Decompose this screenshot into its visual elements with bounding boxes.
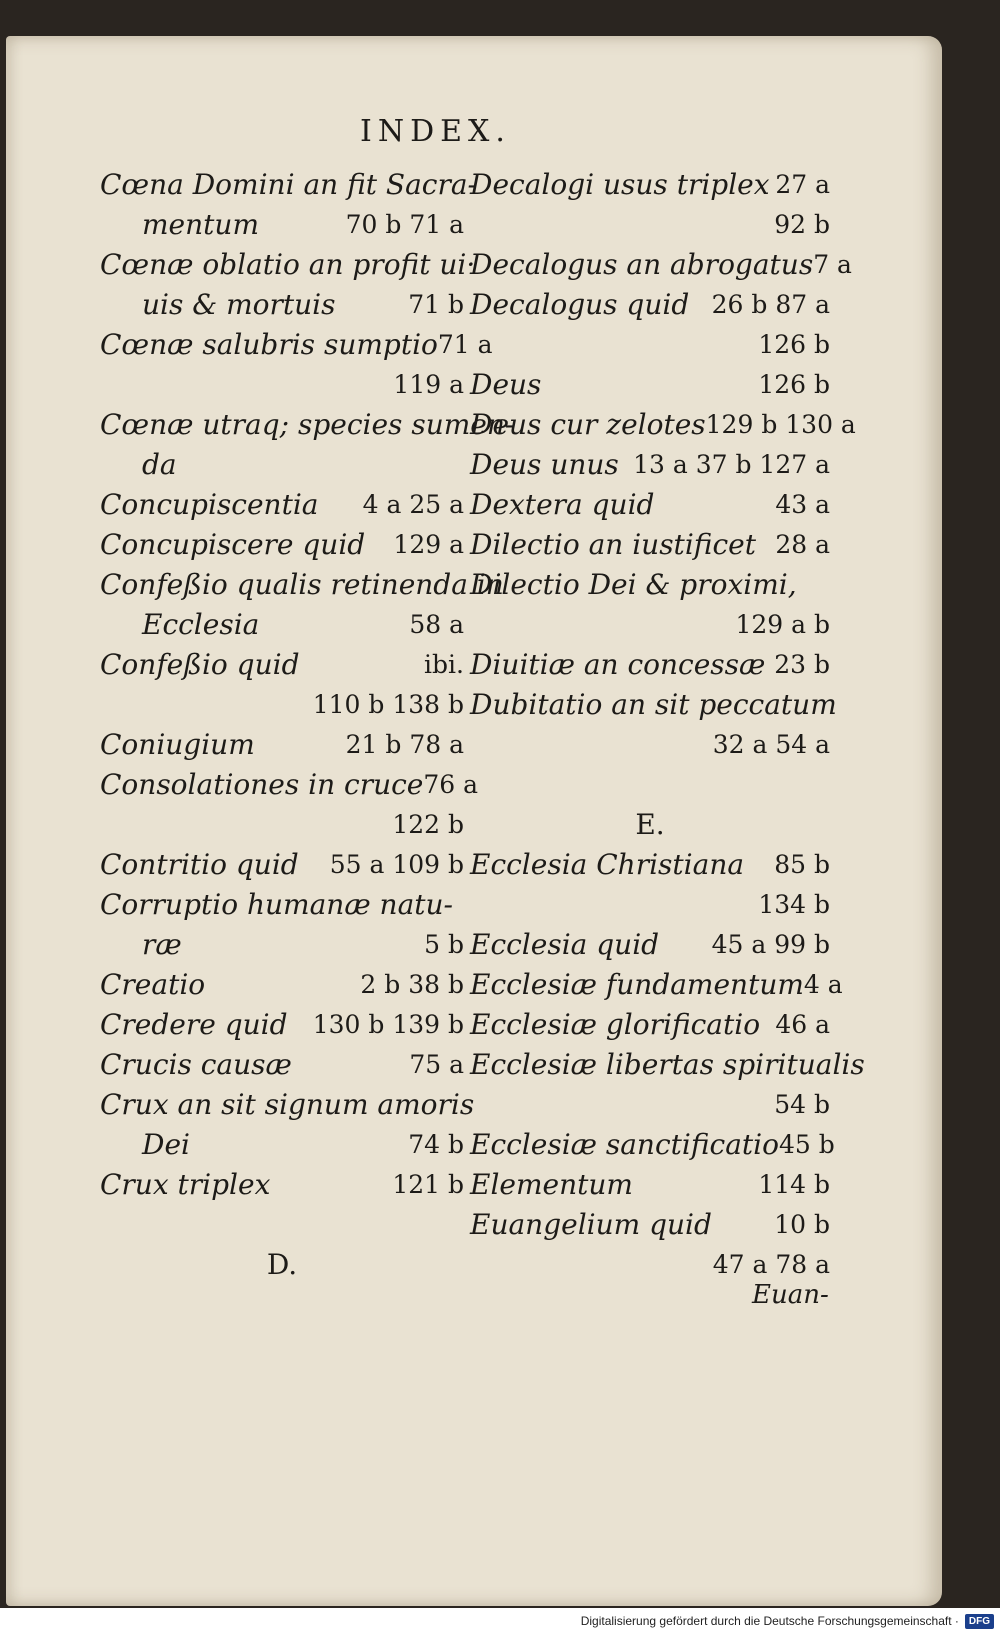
entry-term: Ecclesia quid <box>470 928 660 961</box>
entry-pages: 129 b 130 a <box>705 410 856 439</box>
index-entry <box>100 245 476 285</box>
index-entry <box>100 1205 464 1245</box>
entry-pages: 55 a 109 b <box>329 850 464 879</box>
index-entry <box>100 1245 464 1285</box>
entry-pages: 75 a <box>409 1050 464 1079</box>
entry-term: Contritio quid <box>100 848 299 881</box>
entry-pages: 4 a <box>803 970 843 999</box>
entry-term: Creatio <box>100 968 206 1001</box>
index-entry <box>100 685 464 725</box>
entry-term: Confeßio quid <box>100 648 300 681</box>
entry-pages: 130 b 139 b <box>312 1010 464 1039</box>
index-entry <box>470 245 852 285</box>
entry-term: uis & mortuis <box>142 288 336 321</box>
entry-pages: 47 a 78 a <box>712 1250 830 1279</box>
index-entry <box>470 1085 830 1125</box>
index-entry <box>100 1005 464 1045</box>
footer-text: Digitalisierung gefördert durch die Deutsche Forschungsgemeinschaft · <box>580 1614 959 1628</box>
index-entry <box>100 565 504 605</box>
entry-pages: 92 b <box>774 210 830 239</box>
entry-term: Decalogus an abrogatus <box>470 248 814 281</box>
catchword: Euan- <box>752 1280 829 1310</box>
entry-term: Concupiscentia <box>100 488 319 521</box>
entry-term: Ecclesiæ libertas spiritualis <box>470 1048 865 1081</box>
index-entry <box>100 645 464 685</box>
entry-term: Deus unus <box>470 448 619 481</box>
entry-pages: 114 b <box>758 1170 830 1199</box>
entry-term: mentum <box>142 208 259 241</box>
entry-term: Cœnæ utraq; species sumen- <box>100 408 515 441</box>
entry-pages: 7 a <box>813 250 852 279</box>
index-entry <box>100 285 464 325</box>
entry-pages: 134 b <box>758 890 830 919</box>
index-entry <box>100 485 464 525</box>
entry-term: Ecclesiæ glorificatio <box>470 1008 761 1041</box>
entry-pages: 2 b 38 b <box>360 970 464 999</box>
index-entry <box>100 525 464 565</box>
entry-term: da <box>142 448 177 481</box>
entry-pages: 126 b <box>758 370 830 399</box>
index-entry <box>470 1205 830 1245</box>
entry-pages: 32 a 54 a <box>712 730 830 759</box>
entry-pages: 119 a <box>393 370 464 399</box>
entry-term: Corruptio humanæ natu- <box>100 888 454 921</box>
entry-term: Ecclesia Christiana <box>470 848 745 881</box>
index-entry <box>470 885 830 925</box>
index-entry <box>100 365 464 405</box>
index-entry <box>470 445 830 485</box>
entry-term: Dilectio Dei & proximi, <box>470 568 797 601</box>
entry-pages: 45 a 99 b <box>711 930 830 959</box>
entry-term: Decalogi usus triplex <box>470 168 770 201</box>
entry-term: Decalogus quid <box>470 288 690 321</box>
entry-term: Crux an sit signum amoris <box>100 1088 475 1121</box>
entry-term: Deus <box>470 368 542 401</box>
entry-pages: ibi. <box>424 650 464 679</box>
entry-pages: 110 b 138 b <box>312 690 464 719</box>
index-entry <box>470 1125 835 1165</box>
index-entry <box>100 605 464 645</box>
index-entry <box>470 405 856 445</box>
index-entry <box>100 165 477 205</box>
entry-pages: 85 b <box>774 850 830 879</box>
footer-bar <box>0 1608 1000 1634</box>
entry-term: Dextera quid <box>470 488 655 521</box>
entry-term: Crux triplex <box>100 1168 271 1201</box>
entry-term: Deus cur zelotes <box>470 408 706 441</box>
section-letter: D. <box>266 1248 298 1281</box>
entry-pages: 21 b 78 a <box>345 730 464 759</box>
entry-pages: 122 b <box>392 810 464 839</box>
index-entry <box>470 805 830 845</box>
index-entry <box>100 1125 464 1165</box>
index-entry <box>470 725 830 765</box>
dfg-logo: DFG <box>965 1614 994 1629</box>
entry-pages: 129 a b <box>735 610 830 639</box>
entry-pages: 27 a <box>775 170 830 199</box>
entry-pages: 13 a 37 b 127 a <box>633 450 830 479</box>
index-entry <box>470 845 830 885</box>
index-entry <box>470 525 830 565</box>
entry-pages: 23 b <box>774 650 830 679</box>
index-entry <box>470 965 843 1005</box>
index-entry <box>470 645 830 685</box>
entry-pages: 74 b <box>408 1130 464 1159</box>
entry-pages: 26 b 87 a <box>711 290 830 319</box>
index-entry <box>470 325 830 365</box>
index-entry <box>100 1085 475 1125</box>
entry-term: Dei <box>142 1128 190 1161</box>
index-entry <box>470 1165 830 1205</box>
page-header: INDEX. <box>360 114 511 149</box>
index-entry <box>100 965 464 1005</box>
entry-pages: 126 b <box>758 330 830 359</box>
entry-pages: 129 a <box>393 530 464 559</box>
index-entry <box>470 1045 865 1085</box>
index-entry <box>100 725 464 765</box>
index-entry <box>470 1245 830 1285</box>
entry-pages: 70 b 71 a <box>345 210 464 239</box>
entry-term: Elementum <box>470 1168 633 1201</box>
entry-term: Crucis causæ <box>100 1048 292 1081</box>
index-entry <box>100 205 464 245</box>
index-entry <box>470 1005 830 1045</box>
entry-pages: 76 a <box>423 770 479 799</box>
right-column <box>470 165 865 1285</box>
entry-term: Consolationes in cruce <box>100 768 424 801</box>
index-entry <box>100 805 464 845</box>
index-entry <box>100 405 515 445</box>
index-entry <box>470 605 830 645</box>
index-entry <box>100 925 464 965</box>
index-entry <box>100 325 493 365</box>
index-entry <box>100 1165 464 1205</box>
index-entry <box>470 205 830 245</box>
entry-pages: 46 a <box>775 1010 830 1039</box>
entry-term: Coniugium <box>100 728 255 761</box>
index-entry <box>100 445 464 485</box>
entry-pages: 45 b <box>778 1130 835 1159</box>
entry-term: Cœnæ salubris sumptio <box>100 328 438 361</box>
entry-term: Dubitatio an sit peccatum <box>470 688 837 721</box>
entry-pages: 10 b <box>774 1210 830 1239</box>
entry-term: Ecclesia <box>142 608 260 641</box>
entry-pages: 5 b <box>424 930 464 959</box>
index-entry <box>100 1045 464 1085</box>
entry-term: Credere quid <box>100 1008 288 1041</box>
entry-pages: 28 a <box>775 530 830 559</box>
entry-pages: 4 a 25 a <box>362 490 464 519</box>
entry-term: Cœnæ oblatio an profit ui· <box>100 248 476 281</box>
entry-term: Concupiscere quid <box>100 528 366 561</box>
entry-pages: 71 a <box>437 330 493 359</box>
entry-pages: 121 b <box>392 1170 464 1199</box>
entry-pages: 58 a <box>409 610 464 639</box>
index-entry <box>100 845 464 885</box>
index-entry <box>100 765 479 805</box>
index-entry <box>470 285 830 325</box>
index-entry <box>470 925 830 965</box>
index-entry <box>470 685 837 725</box>
entry-term: Ecclesiæ sanctificatio <box>470 1128 779 1161</box>
index-entry <box>100 885 464 925</box>
index-entry <box>470 485 830 525</box>
index-entry <box>470 565 830 605</box>
entry-pages: 43 a <box>775 490 830 519</box>
entry-term: Cœna Domini an fit Sacra- <box>100 168 477 201</box>
entry-term: Euangelium quid <box>470 1208 712 1241</box>
index-entry <box>470 765 830 805</box>
entry-term: Diuitiæ an concessæ <box>470 648 766 681</box>
section-letter: E. <box>635 808 665 841</box>
index-entry <box>470 165 830 205</box>
index-entry <box>470 365 830 405</box>
entry-pages: 54 b <box>774 1090 830 1119</box>
entry-pages: 71 b <box>408 290 464 319</box>
entry-term: Ecclesiæ fundamentum <box>470 968 804 1001</box>
entry-term: ræ <box>142 928 182 961</box>
entry-term: Confeßio qualis retinenda in <box>100 568 504 601</box>
entry-term: Dilectio an iustificet <box>470 528 756 561</box>
